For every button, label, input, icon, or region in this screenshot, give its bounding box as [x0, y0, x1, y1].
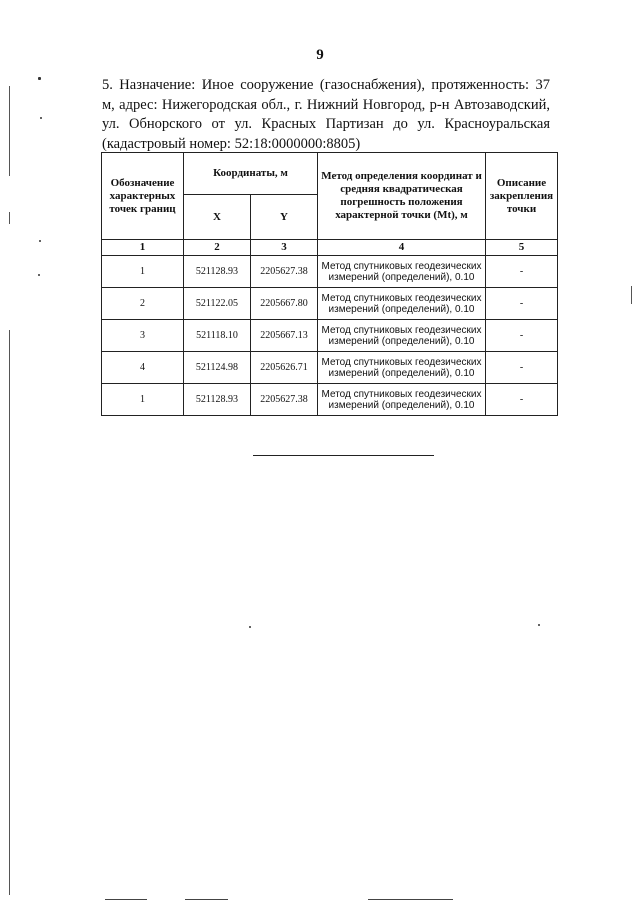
scan-edge-mark — [9, 86, 10, 176]
scan-speck — [538, 624, 540, 626]
header-x: X — [184, 195, 251, 240]
point-id: 1 — [102, 256, 184, 288]
coordinate-x: 521122.05 — [184, 288, 251, 320]
coordinate-y: 2205627.38 — [251, 384, 318, 416]
column-number: 3 — [251, 240, 318, 256]
scan-speck — [40, 117, 42, 119]
scan-edge-mark — [105, 899, 147, 900]
scan-edge-mark — [185, 899, 228, 900]
method-text: Метод спутниковых геодезических измерений (определений), 0.10 — [318, 288, 486, 320]
method-text: Метод спутниковых геодезических измерений (определений), 0.10 — [318, 352, 486, 384]
table-row — [102, 288, 558, 320]
coordinate-y: 2205626.71 — [251, 352, 318, 384]
header-method: Метод определения координат и средняя квадратическая погрешность положения характерной точки (Mt), м — [318, 153, 486, 240]
table-row — [102, 352, 558, 384]
coordinates-table — [101, 152, 558, 416]
paragraph-line: 5. Назначение: Иное сооружение (газоснабжения), протяженность: 37 — [102, 77, 550, 93]
header-description: Описание закрепления точки — [486, 153, 558, 240]
coordinate-y: 2205667.80 — [251, 288, 318, 320]
end-divider-line — [253, 455, 434, 456]
coordinate-x: 521118.10 — [184, 320, 251, 352]
column-number: 2 — [184, 240, 251, 256]
table-row — [102, 384, 558, 416]
object-description-paragraph — [102, 76, 550, 154]
scan-edge-mark — [631, 286, 632, 304]
scan-speck — [38, 274, 40, 276]
table-row — [102, 256, 558, 288]
table-row — [102, 320, 558, 352]
method-text: Метод спутниковых геодезических измерений (определений), 0.10 — [318, 384, 486, 416]
method-text: Метод спутниковых геодезических измерений (определений), 0.10 — [318, 320, 486, 352]
point-description: - — [486, 352, 558, 384]
coordinate-x: 521124.98 — [184, 352, 251, 384]
point-description: - — [486, 288, 558, 320]
header-coordinates: Координаты, м — [184, 153, 318, 195]
point-id: 1 — [102, 384, 184, 416]
coordinate-x: 521128.93 — [184, 384, 251, 416]
scan-edge-mark — [9, 330, 10, 895]
column-number: 4 — [318, 240, 486, 256]
scan-speck — [249, 626, 251, 628]
header-y: Y — [251, 195, 318, 240]
point-id: 3 — [102, 320, 184, 352]
point-description: - — [486, 384, 558, 416]
paragraph-line: ул. Обнорского от ул. Красных Партизан до ул. Красноуральская — [102, 116, 550, 132]
header-point-designation: Обозначение характерных точек границ — [102, 153, 184, 240]
scan-speck — [38, 77, 41, 80]
scan-edge-mark — [9, 212, 10, 224]
column-number: 5 — [486, 240, 558, 256]
coordinate-y: 2205667.13 — [251, 320, 318, 352]
scan-edge-mark — [368, 899, 453, 900]
coordinate-y: 2205627.38 — [251, 256, 318, 288]
paragraph-line: (кадастровый номер: 52:18:0000000:8805) — [102, 135, 361, 152]
scan-speck — [39, 240, 41, 242]
point-id: 2 — [102, 288, 184, 320]
point-description: - — [486, 256, 558, 288]
point-description: - — [486, 320, 558, 352]
column-number: 1 — [102, 240, 184, 256]
point-id: 4 — [102, 352, 184, 384]
page-number: 9 — [316, 47, 324, 63]
coordinate-x: 521128.93 — [184, 256, 251, 288]
paragraph-line: м, адрес: Нижегородская обл., г. Нижний Новгород, р-н Автозаводский, — [102, 96, 550, 113]
method-text: Метод спутниковых геодезических измерений (определений), 0.10 — [318, 256, 486, 288]
